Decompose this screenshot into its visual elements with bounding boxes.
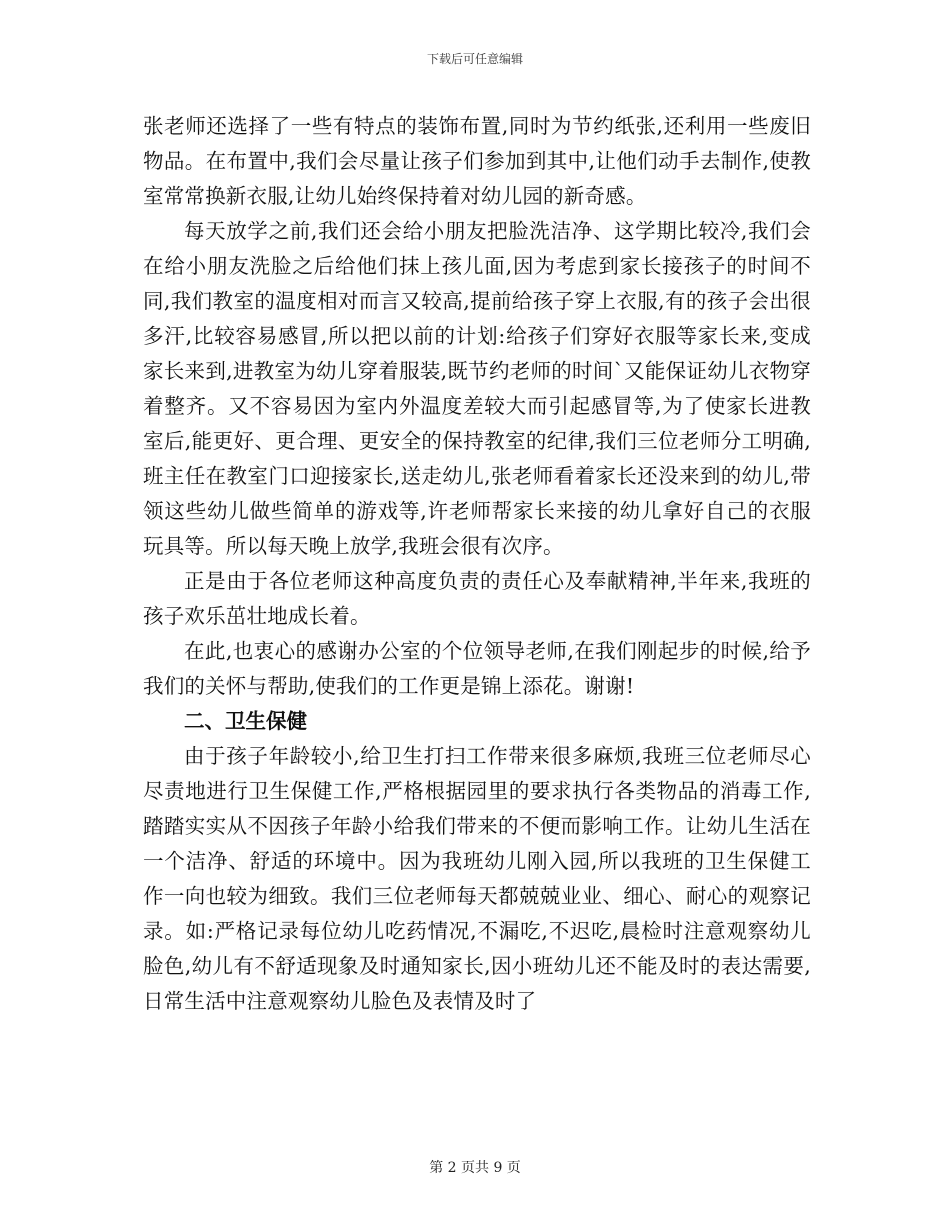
section-heading-health: 二、卫生保健 (184, 709, 307, 733)
page-header: 下载后可任意编辑 (426, 52, 523, 66)
paragraph-decoration: 张老师还选择了一些有特点的装饰布置,同时为节约纸张,还利用一些废旧物品。在布置中,我们会尽量让孩子们参加到其中,让他们动手去制作,使教室常常换新衣服,让幼儿始终保持着对幼儿园的新奇感。 (143, 114, 811, 208)
paragraph-health: 由于孩子年龄较小,给卫生打扫工作带来很多麻烦,我班三位老师尽心尽责地进行卫生保健工作,严格根据园里的要求执行各类物品的消毒工作,踏踏实实从不因孩子年龄小给我们带来的不便而影响工作。让幼儿生活在一个洁净、舒适的环境中。因为我班幼儿刚入园,所以我班的卫生保健工作一向也较为细致。我们三位老师每天都兢兢业业、细心、耐心的观察记录。如:严格记录每位幼儿吃药情况,不漏吃,不迟吃,晨检时注意观察幼儿脸色,幼儿有不舒适现象及时通知家长,因小班幼儿还不能及时的表达需要,日常生活中注意观察幼儿脸色及表情及时了 (143, 744, 811, 1013)
paragraph-thanks: 在此,也衷心的感谢办公室的个位领导老师,在我们刚起步的时候,给予我们的关怀与帮助,使我们的工作更是锦上添花。谢谢! (143, 639, 811, 698)
page-footer: 第 2 页共 9 页 (429, 1160, 521, 1176)
paragraph-dedication: 正是由于各位老师这种高度负责的责任心及奉献精神,半年来,我班的孩子欢乐茁壮地成长着。 (143, 569, 811, 628)
paragraph-dismissal: 每天放学之前,我们还会给小朋友把脸洗洁净、这学期比较冷,我们会在给小朋友洗脸之后给他们抹上孩儿面,因为考虑到家长接孩子的时间不同,我们教室的温度相对而言又较高,提前给孩子穿上衣服,有的孩子会出很多汗,比较容易感冒,所以把以前的计划:给孩子们穿好衣服等家长来,变成家长来到,进教室为幼儿穿着服装,既节约老师的时间`又能保证幼儿衣物穿着整齐。又不容易因为室内外温度差较大而引起感冒等,为了使家长进教室后,能更好、更合理、更安全的保持教室的纪律,我们三位老师分工明确,班主任在教室门口迎接家长,送走幼儿,张老师看着家长还没来到的幼儿,带领这些幼儿做些简单的游戏等,许老师帮家长来接的幼儿拿好自己的衣服玩具等。所以每天晚上放学,我班会很有次序。 (143, 219, 811, 558)
document-body (143, 109, 811, 1019)
